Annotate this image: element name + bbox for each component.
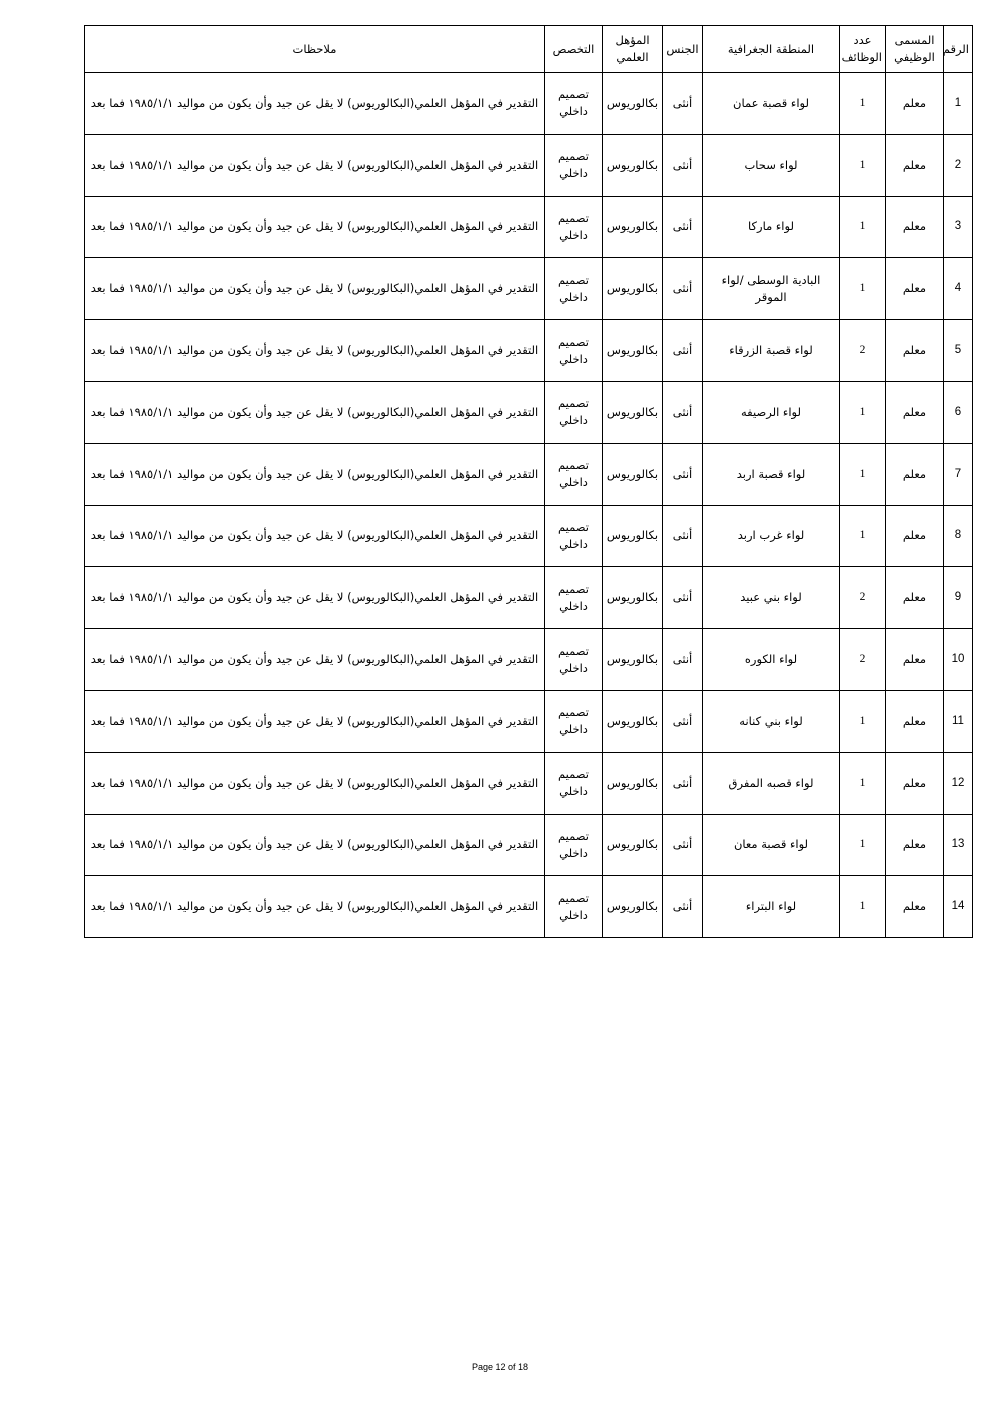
cell-notes: التقدير في المؤهل العلمي(البكالوريوس) لا يقل عن جيد وأن يكون من مواليد ١٩٨٥/١/١ فما بعد bbox=[85, 629, 545, 691]
cell-region: لواء الكوره bbox=[703, 629, 840, 691]
cell-title: معلم bbox=[886, 876, 944, 938]
cell-count: 1 bbox=[840, 690, 886, 752]
cell-qualification: بكالوريوس bbox=[603, 258, 663, 320]
cell-notes: التقدير في المؤهل العلمي(البكالوريوس) لا يقل عن جيد وأن يكون من مواليد ١٩٨٥/١/١ فما بعد bbox=[85, 752, 545, 814]
cell-region: لواء بني عبيد bbox=[703, 567, 840, 629]
table-row bbox=[85, 134, 973, 196]
cell-region: لواء الرصيفه bbox=[703, 381, 840, 443]
cell-specialty: تصميم داخلي bbox=[545, 629, 603, 691]
cell-specialty: تصميم داخلي bbox=[545, 320, 603, 382]
cell-region: لواء سحاب bbox=[703, 134, 840, 196]
cell-region: البادية الوسطى /لواء الموقر bbox=[703, 258, 840, 320]
cell-num: 6 bbox=[944, 381, 973, 443]
cell-notes: التقدير في المؤهل العلمي(البكالوريوس) لا يقل عن جيد وأن يكون من مواليد ١٩٨٥/١/١ فما بعد bbox=[85, 567, 545, 629]
header-gender: الجنس bbox=[663, 26, 703, 73]
cell-count: 1 bbox=[840, 73, 886, 135]
table-row bbox=[85, 814, 973, 876]
cell-num: 8 bbox=[944, 505, 973, 567]
cell-gender: أنثى bbox=[663, 814, 703, 876]
cell-notes: التقدير في المؤهل العلمي(البكالوريوس) لا يقل عن جيد وأن يكون من مواليد ١٩٨٥/١/١ فما بعد bbox=[85, 505, 545, 567]
cell-count: 1 bbox=[840, 814, 886, 876]
cell-specialty: تصميم داخلي bbox=[545, 690, 603, 752]
cell-specialty: تصميم داخلي bbox=[545, 443, 603, 505]
cell-notes: التقدير في المؤهل العلمي(البكالوريوس) لا يقل عن جيد وأن يكون من مواليد ١٩٨٥/١/١ فما بعد bbox=[85, 690, 545, 752]
cell-num: 4 bbox=[944, 258, 973, 320]
cell-count: 2 bbox=[840, 629, 886, 691]
cell-gender: أنثى bbox=[663, 134, 703, 196]
cell-qualification: بكالوريوس bbox=[603, 381, 663, 443]
cell-qualification: بكالوريوس bbox=[603, 752, 663, 814]
cell-num: 12 bbox=[944, 752, 973, 814]
header-specialty: التخصص bbox=[545, 26, 603, 73]
cell-notes: التقدير في المؤهل العلمي(البكالوريوس) لا يقل عن جيد وأن يكون من مواليد ١٩٨٥/١/١ فما بعد bbox=[85, 876, 545, 938]
cell-specialty: تصميم داخلي bbox=[545, 567, 603, 629]
cell-title: معلم bbox=[886, 443, 944, 505]
table-row bbox=[85, 443, 973, 505]
cell-qualification: بكالوريوس bbox=[603, 73, 663, 135]
cell-gender: أنثى bbox=[663, 629, 703, 691]
cell-specialty: تصميم داخلي bbox=[545, 381, 603, 443]
table-header-row bbox=[85, 26, 973, 73]
cell-num: 3 bbox=[944, 196, 973, 258]
cell-specialty: تصميم داخلي bbox=[545, 73, 603, 135]
cell-title: معلم bbox=[886, 320, 944, 382]
header-notes: ملاحظات bbox=[85, 26, 545, 73]
table-row bbox=[85, 567, 973, 629]
cell-num: 1 bbox=[944, 73, 973, 135]
cell-specialty: تصميم داخلي bbox=[545, 505, 603, 567]
cell-region: لواء البتراء bbox=[703, 876, 840, 938]
cell-gender: أنثى bbox=[663, 196, 703, 258]
header-qualification: المؤهل العلمي bbox=[603, 26, 663, 73]
cell-title: معلم bbox=[886, 381, 944, 443]
cell-specialty: تصميم داخلي bbox=[545, 134, 603, 196]
cell-qualification: بكالوريوس bbox=[603, 629, 663, 691]
cell-title: معلم bbox=[886, 629, 944, 691]
table-row bbox=[85, 381, 973, 443]
jobs-table bbox=[84, 25, 973, 938]
cell-title: معلم bbox=[886, 505, 944, 567]
cell-qualification: بكالوريوس bbox=[603, 814, 663, 876]
cell-count: 1 bbox=[840, 258, 886, 320]
cell-gender: أنثى bbox=[663, 505, 703, 567]
cell-num: 2 bbox=[944, 134, 973, 196]
cell-region: لواء قصبة اربد bbox=[703, 443, 840, 505]
cell-region: لواء غرب اربد bbox=[703, 505, 840, 567]
cell-gender: أنثى bbox=[663, 73, 703, 135]
cell-specialty: تصميم داخلي bbox=[545, 752, 603, 814]
cell-region: لواء بني كنانه bbox=[703, 690, 840, 752]
table-row bbox=[85, 505, 973, 567]
page-footer: Page 12 of 18 bbox=[471, 1362, 529, 1372]
cell-count: 1 bbox=[840, 381, 886, 443]
cell-title: معلم bbox=[886, 73, 944, 135]
table-row bbox=[85, 752, 973, 814]
cell-specialty: تصميم داخلي bbox=[545, 258, 603, 320]
cell-specialty: تصميم داخلي bbox=[545, 196, 603, 258]
cell-notes: التقدير في المؤهل العلمي(البكالوريوس) لا يقل عن جيد وأن يكون من مواليد ١٩٨٥/١/١ فما بعد bbox=[85, 134, 545, 196]
cell-count: 2 bbox=[840, 320, 886, 382]
cell-num: 10 bbox=[944, 629, 973, 691]
cell-title: معلم bbox=[886, 814, 944, 876]
cell-gender: أنثى bbox=[663, 690, 703, 752]
cell-qualification: بكالوريوس bbox=[603, 443, 663, 505]
cell-num: 11 bbox=[944, 690, 973, 752]
table-row bbox=[85, 876, 973, 938]
cell-specialty: تصميم داخلي bbox=[545, 876, 603, 938]
cell-count: 2 bbox=[840, 567, 886, 629]
cell-notes: التقدير في المؤهل العلمي(البكالوريوس) لا يقل عن جيد وأن يكون من مواليد ١٩٨٥/١/١ فما بعد bbox=[85, 814, 545, 876]
cell-num: 9 bbox=[944, 567, 973, 629]
cell-qualification: بكالوريوس bbox=[603, 134, 663, 196]
cell-title: معلم bbox=[886, 690, 944, 752]
table-row bbox=[85, 629, 973, 691]
cell-title: معلم bbox=[886, 258, 944, 320]
cell-count: 1 bbox=[840, 876, 886, 938]
cell-gender: أنثى bbox=[663, 876, 703, 938]
cell-count: 1 bbox=[840, 752, 886, 814]
cell-qualification: بكالوريوس bbox=[603, 690, 663, 752]
cell-notes: التقدير في المؤهل العلمي(البكالوريوس) لا يقل عن جيد وأن يكون من مواليد ١٩٨٥/١/١ فما بعد bbox=[85, 258, 545, 320]
cell-notes: التقدير في المؤهل العلمي(البكالوريوس) لا يقل عن جيد وأن يكون من مواليد ١٩٨٥/١/١ فما بعد bbox=[85, 196, 545, 258]
header-region: المنطقة الجغرافية bbox=[703, 26, 840, 73]
cell-num: 14 bbox=[944, 876, 973, 938]
cell-gender: أنثى bbox=[663, 567, 703, 629]
cell-title: معلم bbox=[886, 567, 944, 629]
cell-qualification: بكالوريوس bbox=[603, 505, 663, 567]
cell-notes: التقدير في المؤهل العلمي(البكالوريوس) لا يقل عن جيد وأن يكون من مواليد ١٩٨٥/١/١ فما بعد bbox=[85, 320, 545, 382]
cell-gender: أنثى bbox=[663, 258, 703, 320]
cell-count: 1 bbox=[840, 196, 886, 258]
cell-region: لواء ماركا bbox=[703, 196, 840, 258]
cell-count: 1 bbox=[840, 443, 886, 505]
cell-title: معلم bbox=[886, 752, 944, 814]
table-row bbox=[85, 196, 973, 258]
header-title: المسمى الوظيفي bbox=[886, 26, 944, 73]
cell-gender: أنثى bbox=[663, 752, 703, 814]
cell-qualification: بكالوريوس bbox=[603, 567, 663, 629]
cell-count: 1 bbox=[840, 505, 886, 567]
cell-num: 13 bbox=[944, 814, 973, 876]
cell-region: لواء قصبة الزرقاء bbox=[703, 320, 840, 382]
cell-count: 1 bbox=[840, 134, 886, 196]
cell-region: لواء قصبة عمان bbox=[703, 73, 840, 135]
cell-qualification: بكالوريوس bbox=[603, 876, 663, 938]
table-row bbox=[85, 73, 973, 135]
cell-region: لواء قصبة معان bbox=[703, 814, 840, 876]
cell-notes: التقدير في المؤهل العلمي(البكالوريوس) لا يقل عن جيد وأن يكون من مواليد ١٩٨٥/١/١ فما بعد bbox=[85, 381, 545, 443]
header-count: عدد الوظائف bbox=[840, 26, 886, 73]
cell-num: 7 bbox=[944, 443, 973, 505]
cell-specialty: تصميم داخلي bbox=[545, 814, 603, 876]
header-num: الرقم bbox=[944, 26, 973, 73]
table-row bbox=[85, 320, 973, 382]
table-body bbox=[85, 73, 973, 938]
cell-title: معلم bbox=[886, 134, 944, 196]
cell-gender: أنثى bbox=[663, 381, 703, 443]
table-row bbox=[85, 258, 973, 320]
cell-region: لواء قصبه المفرق bbox=[703, 752, 840, 814]
cell-gender: أنثى bbox=[663, 320, 703, 382]
table-row bbox=[85, 690, 973, 752]
cell-qualification: بكالوريوس bbox=[603, 320, 663, 382]
cell-title: معلم bbox=[886, 196, 944, 258]
cell-num: 5 bbox=[944, 320, 973, 382]
cell-notes: التقدير في المؤهل العلمي(البكالوريوس) لا يقل عن جيد وأن يكون من مواليد ١٩٨٥/١/١ فما بعد bbox=[85, 73, 545, 135]
cell-gender: أنثى bbox=[663, 443, 703, 505]
cell-notes: التقدير في المؤهل العلمي(البكالوريوس) لا يقل عن جيد وأن يكون من مواليد ١٩٨٥/١/١ فما بعد bbox=[85, 443, 545, 505]
cell-qualification: بكالوريوس bbox=[603, 196, 663, 258]
